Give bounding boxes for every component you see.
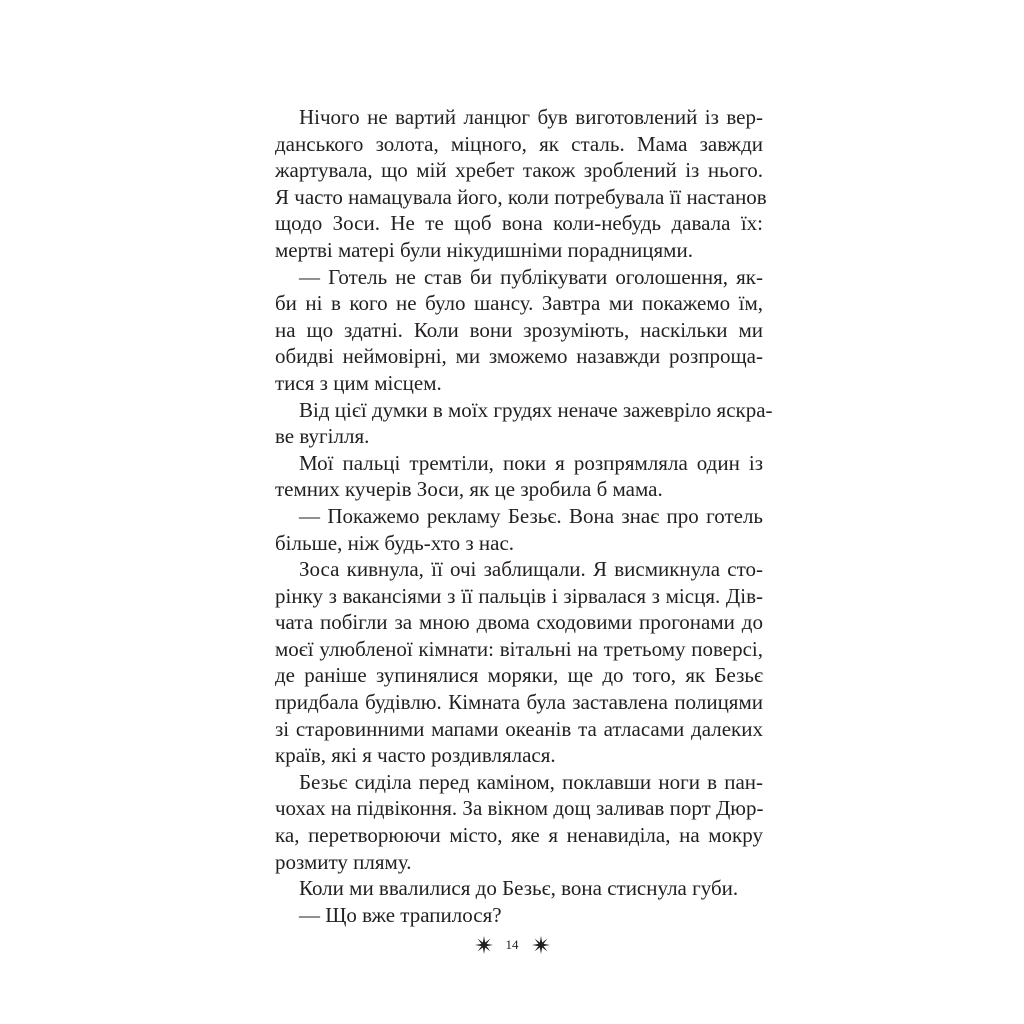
text-line: тися з цим місцем. bbox=[275, 370, 442, 395]
text-line: ка, перетворюючи місто, яке я ненавиділа, на мокру bbox=[275, 823, 763, 848]
eight-pointed-star-icon bbox=[532, 936, 550, 954]
text-line: чохах на підвіконня. За вікном дощ заливав порт Дюр- bbox=[275, 796, 764, 821]
text-line: обидві неймовірні, ми зможемо назавжди розпроща- bbox=[275, 344, 763, 369]
text-line: Нічого не вартий ланцюг був виготовлений із вер- bbox=[299, 105, 763, 129]
text-line: розмиту пляму. bbox=[275, 849, 412, 874]
body-text bbox=[275, 104, 773, 928]
text-line: — Покажемо рекламу Безьє. Вона знає про готель bbox=[299, 503, 763, 528]
text-line: би ні в кого не було шансу. Завтра ми покажемо їм, bbox=[275, 291, 763, 316]
text-line: щодо Зоси. Не те щоб вона коли-небудь давала їх: bbox=[275, 211, 763, 236]
page-footer bbox=[0, 936, 1024, 954]
text-line: придбала будівлю. Кімната була заставлена полицями bbox=[275, 690, 763, 715]
text-line: жартувала, що мій хребет також зроблений із нього. bbox=[275, 158, 763, 183]
text-line: мертві матері були нікудишніми порадницями. bbox=[275, 237, 693, 262]
text-line: зі старовинними мапами океанів та атласами далеких bbox=[275, 716, 763, 741]
text-line: темних кучерів Зоси, як це зробила б мама. bbox=[275, 477, 663, 502]
text-line: — Готель не став би публікувати оголошення, як- bbox=[299, 264, 763, 289]
text-line: де раніше зупинялися моряки, ще до того, як Безьє bbox=[275, 663, 763, 688]
text-line: рінку з вакансіями з її пальців і зірвалася з місця. Дів- bbox=[275, 583, 763, 608]
text-line: країв, які я часто роздивлялася. bbox=[275, 743, 556, 768]
text-line: Я часто намацувала його, коли потребувала її настанов bbox=[275, 184, 767, 209]
text-line: Зоса кивнула, її очі заблищали. Я висмикнула сто- bbox=[299, 557, 763, 582]
text-line: данського золота, міцного, як сталь. Мама завжди bbox=[275, 131, 763, 156]
text-line: більше, ніж будь-хто з нас. bbox=[275, 530, 515, 555]
text-line: Від цієї думки в моїх грудях неначе зажевріло яскра- bbox=[299, 397, 773, 422]
text-line: чата побігли за мною двома сходовими прогонами до bbox=[275, 610, 763, 635]
text-line: — Що вже трапилося? bbox=[299, 902, 502, 927]
text-line: ве вугілля. bbox=[275, 424, 370, 449]
text-line: Коли ми ввалилися до Безьє, вона стиснула губи. bbox=[299, 876, 739, 901]
text-line: на що здатні. Коли вони зрозуміють, наскільки ми bbox=[275, 317, 763, 342]
eight-pointed-star-icon bbox=[475, 936, 493, 954]
text-line: Безьє сиділа перед каміном, поклавши ноги в пан- bbox=[299, 769, 763, 794]
text-line: Мої пальці тремтіли, поки я розпрямляла один із bbox=[299, 450, 763, 475]
text-line: моєї улюбленої кімнати: вітальні на третьому поверсі, bbox=[275, 636, 763, 661]
page-number: 14 bbox=[505, 937, 519, 953]
